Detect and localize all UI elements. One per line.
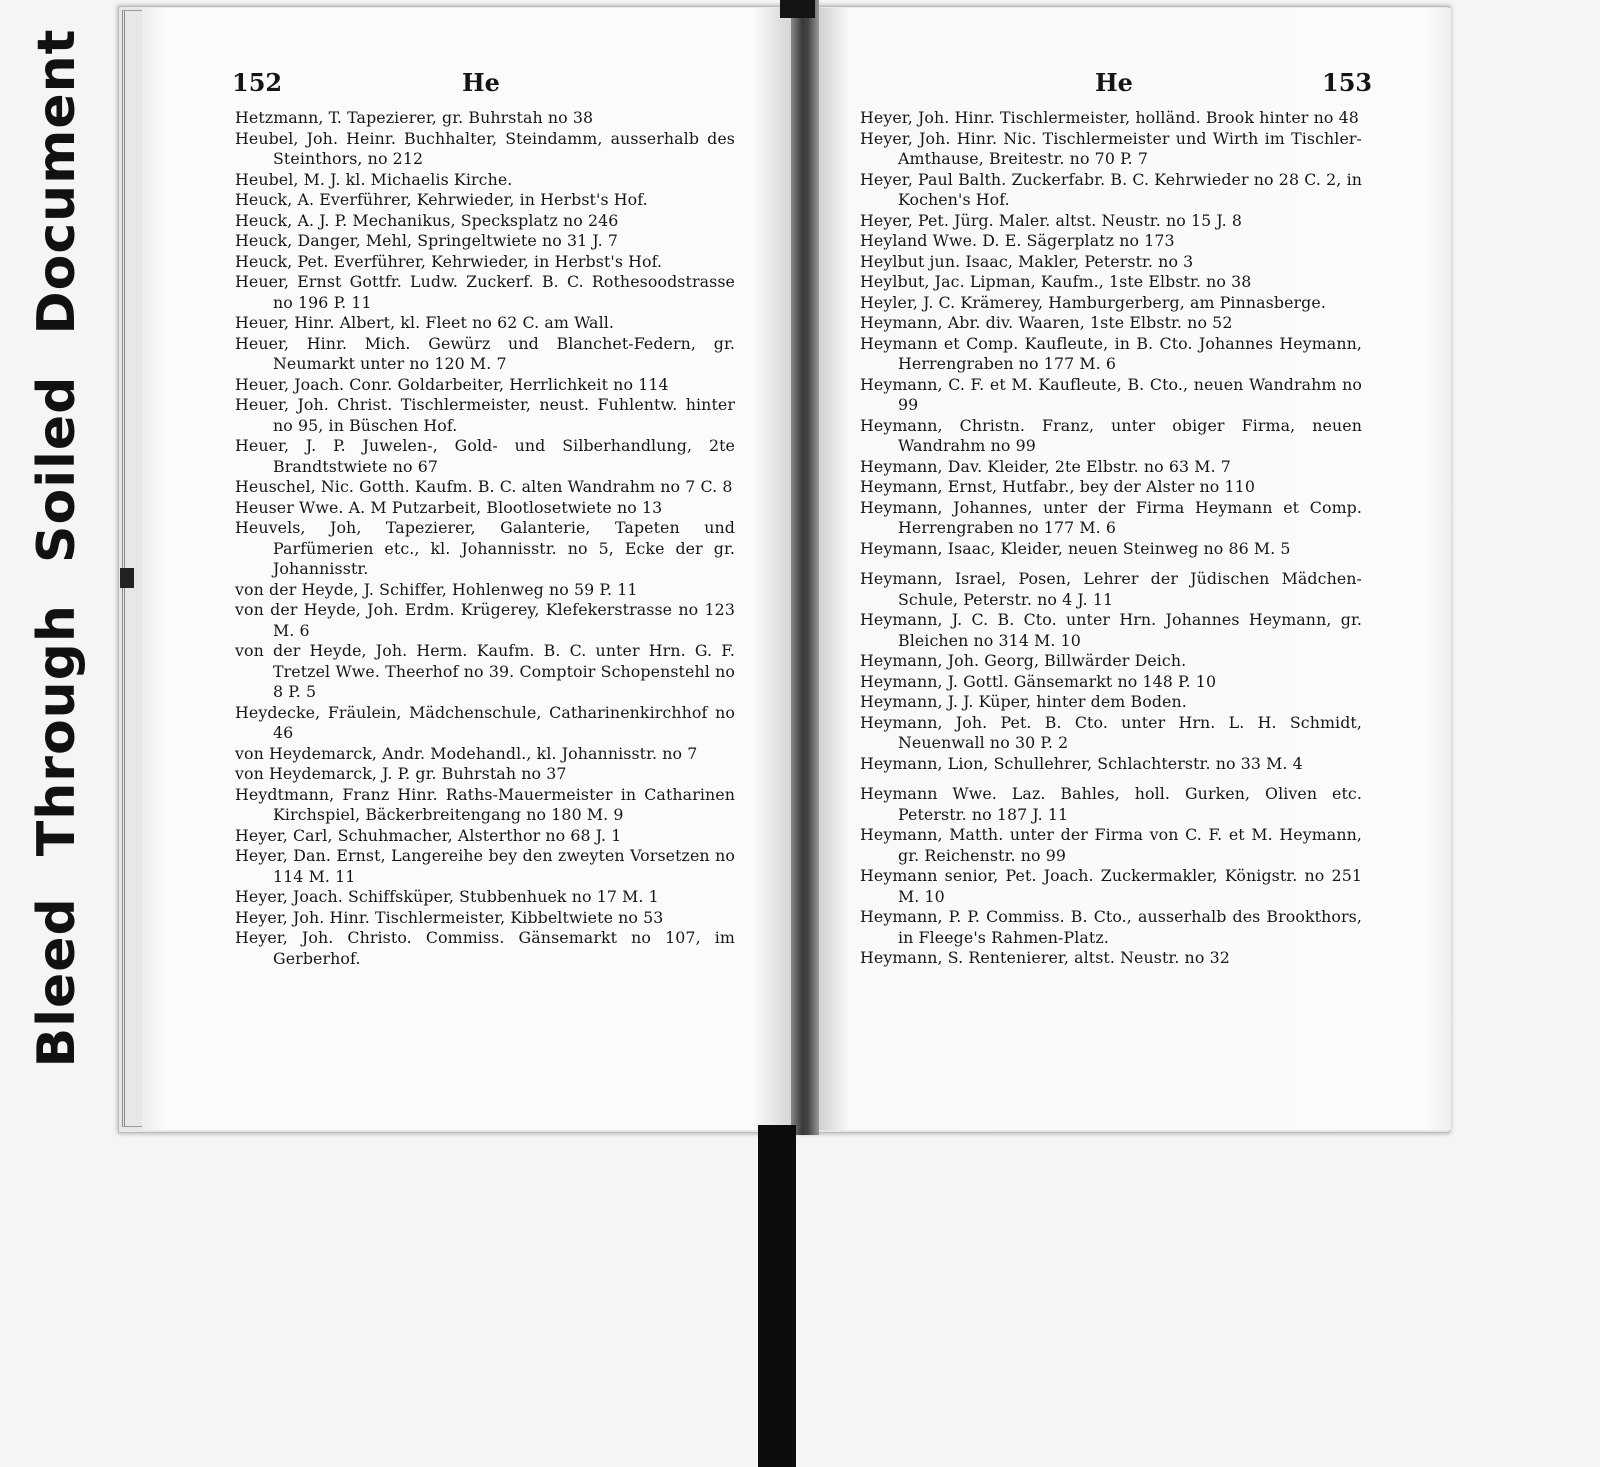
directory-entry: Heuer, Hinr. Albert, kl. Fleet no 62 C. am Wall. [235, 313, 614, 332]
directory-entry: Heymann, Joh. Georg, Billwärder Deich. [860, 651, 1187, 670]
directory-entry: Hetzmann, T. Tapezierer, gr. Buhrstah no 38 [235, 108, 594, 127]
directory-entry: Heymann, S. Rentenierer, altst. Neustr. no 32 [860, 948, 1230, 967]
book-gutter [791, 0, 819, 1135]
left-page-number: 152 [232, 68, 283, 97]
directory-entry: Heymann, Isaac, Kleider, neuen Steinweg no 86 M. 5 [860, 538, 1291, 558]
directory-entry: Heymann Wwe. Laz. Bahles, holl. Gurken, Oliven etc. Peterstr. no 187 J. 11 [860, 784, 1362, 824]
directory-entry: Heymann, C. F. et M. Kaufleute, B. Cto., neuen Wandrahm no 99 [860, 374, 1362, 414]
directory-entry: Heymann, Abr. div. Waaren, 1ste Elbstr. no 52 [860, 313, 1233, 332]
directory-entry: Heydtmann, Franz Hinr. Raths-Mauermeister in Catharinen Kirchspiel, Bäckerbreitengang no 180 M. 9 [235, 784, 735, 824]
directory-entry: Heuck, Pet. Everführer, Kehrwieder, in Herbst's Hof. [235, 251, 663, 271]
directory-entry: Heymann, Dav. Kleider, 2te Elbstr. no 63 M. 7 [860, 456, 1231, 476]
directory-entry: Heubel, Joh. Heinr. Buchhalter, Steindamm, ausserhalb des Steinthors, no 212 [235, 128, 735, 168]
bleed-through-soiled-document-label: Bleed Through Soiled Document [27, 27, 87, 1068]
directory-entry: Heyer, Joh. Hinr. Nic. Tischlermeister und Wirth im Tischler-Amthause, Breitestr. no 70 P. 7 [860, 128, 1362, 168]
directory-entry: Heubel, M. J. kl. Michaelis Kirche. [235, 169, 513, 189]
directory-entry: Heylbut jun. Isaac, Makler, Peterstr. no 3 [860, 251, 1194, 271]
directory-entry: von Heydemarck, J. P. gr. Buhrstah no 37 [235, 764, 567, 783]
directory-entry: Heymann senior, Pet. Joach. Zuckermakler, Königstr. no 251 M. 10 [860, 866, 1362, 906]
right-entry-list [860, 108, 1362, 969]
directory-entry: Heuvels, Joh, Tapezierer, Galanterie, Tapeten und Parfümerien etc., kl. Johannisstr. no 5, Ecke der gr. Johannisstr. [235, 518, 735, 578]
directory-entry: Heuschel, Nic. Gotth. Kaufm. B. C. alten Wandrahm no 7 C. 8 [235, 477, 733, 496]
directory-entry: von Heydemarck, Andr. Modehandl., kl. Johannisstr. no 7 [235, 743, 698, 763]
directory-entry: Heyland Wwe. D. E. Sägerplatz no 173 [860, 231, 1175, 250]
side-label-area [22, 20, 92, 1075]
directory-entry: Heuck, Danger, Mehl, Springeltwiete no 31 J. 7 [235, 231, 618, 250]
directory-entry: Heuer, Ernst Gottfr. Ludw. Zuckerf. B. C. Rothesoodstrasse no 196 P. 11 [235, 272, 735, 312]
directory-entry: Heuck, A. Everführer, Kehrwieder, in Herbst's Hof. [235, 190, 648, 209]
directory-entry: Heymann, Lion, Schullehrer, Schlachterstr. no 33 M. 4 [860, 753, 1303, 773]
directory-entry: Heyer, Pet. Jürg. Maler. altst. Neustr. no 15 J. 8 [860, 210, 1242, 230]
bookmark-ribbon-top [780, 0, 815, 18]
edge-tab [120, 568, 134, 588]
directory-entry: Heyer, Joach. Schiffsküper, Stubbenhuek no 17 M. 1 [235, 887, 659, 906]
directory-entry: Heymann, Johannes, unter der Firma Heymann et Comp. Herrengraben no 177 M. 6 [860, 497, 1362, 537]
directory-entry: Heylbut, Jac. Lipman, Kaufm., 1ste Elbstr. no 38 [860, 272, 1252, 291]
left-entry-list [235, 108, 735, 969]
directory-entry: Heymann, Christn. Franz, unter obiger Firma, neuen Wandrahm no 99 [860, 415, 1362, 455]
directory-entry: Heuer, Hinr. Mich. Gewürz und Blanchet-Federn, gr. Neumarkt unter no 120 M. 7 [235, 333, 735, 373]
directory-entry: Heyer, Joh. Hinr. Tischlermeister, holländ. Brook hinter no 48 [860, 108, 1359, 127]
directory-entry: Heuck, A. J. P. Mechanikus, Specksplatz no 246 [235, 210, 619, 230]
directory-entry: Heuer, J. P. Juwelen-, Gold- und Silberhandlung, 2te Brandtstwiete no 67 [235, 436, 735, 476]
directory-entry: Heymann et Comp. Kaufleute, in B. Cto. Johannes Heymann, Herrengraben no 177 M. 6 [860, 333, 1362, 373]
directory-entry: Heyer, Joh. Christo. Commiss. Gänsemarkt no 107, im Gerberhof. [235, 928, 735, 968]
directory-entry: Heyer, Carl, Schuhmacher, Alsterthor no 68 J. 1 [235, 825, 622, 845]
directory-entry: Heymann, Israel, Posen, Lehrer der Jüdischen Mädchen-Schule, Peterstr. no 4 J. 11 [860, 569, 1362, 609]
right-page-heading: He [1095, 68, 1133, 97]
directory-entry: Heuer, Joh. Christ. Tischlermeister, neust. Fuhlentw. hinter no 95, in Büschen Hof. [235, 395, 735, 435]
directory-entry: Heymann, J. Gottl. Gänsemarkt no 148 P. 10 [860, 671, 1217, 691]
bookmark-ribbon [758, 1125, 796, 1467]
directory-entry: Heymann, P. P. Commiss. B. Cto., ausserhalb des Brookthors, in Fleege's Rahmen-Platz. [860, 907, 1362, 947]
directory-entry: Heymann, J. C. B. Cto. unter Hrn. Johannes Heymann, gr. Bleichen no 314 M. 10 [860, 610, 1362, 650]
directory-entry: von der Heyde, J. Schiffer, Hohlenweg no 59 P. 11 [235, 579, 638, 599]
right-page-number: 153 [1322, 68, 1373, 97]
directory-entry: Heymann, J. J. Küper, hinter dem Boden. [860, 692, 1187, 711]
directory-entry: Heyer, Dan. Ernst, Langereihe bey den zweyten Vorsetzen no 114 M. 11 [235, 846, 735, 886]
directory-entry: Heydecke, Fräulein, Mädchenschule, Catharinenkirchhof no 46 [235, 702, 735, 742]
directory-entry: Heymann, Joh. Pet. B. Cto. unter Hrn. L. H. Schmidt, Neuenwall no 30 P. 2 [860, 712, 1362, 752]
directory-entry: von der Heyde, Joh. Erdm. Krügerey, Klefekerstrasse no 123 M. 6 [235, 600, 735, 640]
directory-entry: Heuer, Joach. Conr. Goldarbeiter, Herrlichkeit no 114 [235, 374, 669, 394]
directory-entry: Heyler, J. C. Krämerey, Hamburgerberg, am Pinnasberge. [860, 292, 1326, 312]
directory-entry: Heyer, Joh. Hinr. Tischlermeister, Kibbeltwiete no 53 [235, 907, 664, 927]
directory-entry: Heymann, Ernst, Hutfabr., bey der Alster no 110 [860, 477, 1255, 496]
left-page-heading: He [462, 68, 500, 97]
directory-entry: Heyer, Paul Balth. Zuckerfabr. B. C. Kehrwieder no 28 C. 2, in Kochen's Hof. [860, 169, 1362, 209]
directory-entry: Heuser Wwe. A. M Putzarbeit, Blootlosetwiete no 13 [235, 497, 663, 517]
directory-entry: Heymann, Matth. unter der Firma von C. F. et M. Heymann, gr. Reichenstr. no 99 [860, 825, 1362, 865]
directory-entry: von der Heyde, Joh. Herm. Kaufm. B. C. unter Hrn. G. F. Tretzel Wwe. Theerhof no 39. Comptoir Schopenstehl no 8 P. 5 [235, 641, 735, 701]
